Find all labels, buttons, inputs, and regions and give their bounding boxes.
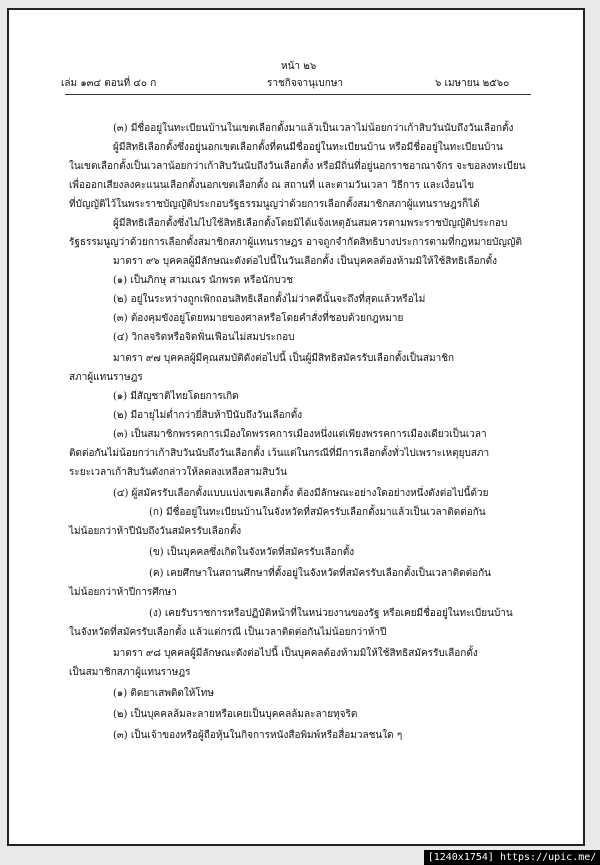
- list-item: (๒) อยู่ในระหว่างถูกเพิกถอนสิทธิเลือกตั้งไม่ว่าคดีนั้นจะถึงที่สุดแล้วหรือไม่: [113, 294, 426, 305]
- list-item: (๑) ติดยาเสพติดให้โทษ: [113, 688, 214, 699]
- section-heading: มาตรา ๙๗ บุคคลผู้มีคุณสมบัติดังต่อไปนี้ เป็นผู้มีสิทธิสมัครรับเลือกตั้งเป็นสมาชิก: [113, 353, 455, 364]
- volume-issue: เล่ม ๑๓๔ ตอนที่ ๔๐ ก: [61, 78, 157, 89]
- text-line: เป็นสมาชิกสภาผู้แทนราษฎร: [69, 667, 191, 678]
- list-item: (๓) เป็นสมาชิกพรรคการเมืองใดพรรคการเมืองหนึ่งแต่เพียงพรรคการเมืองเดียวเป็นเวลา: [113, 429, 487, 440]
- text-line: ผู้มีสิทธิเลือกตั้งซึ่งอยู่นอกเขตเลือกตั้งที่ตนมีชื่ออยู่ในทะเบียนบ้าน หรือมีชื่ออยู่ในทะเบียนบ้าน: [113, 142, 503, 153]
- text-line: ผู้มีสิทธิเลือกตั้งซึ่งไม่ไปใช้สิทธิเลือกตั้งโดยมิได้แจ้งเหตุอันสมควรตามพระราชบัญญัติประกอบ: [113, 218, 508, 229]
- sub-item: (ก) มีชื่ออยู่ในทะเบียนบ้านในจังหวัดที่สมัครรับเลือกตั้งมาแล้วเป็นเวลาติดต่อกัน: [149, 507, 486, 518]
- list-item: (๑) เป็นภิกษุ สามเณร นักพรต หรือนักบวช: [113, 275, 294, 286]
- text-line: ติดต่อกันไม่น้อยกว่าเก้าสิบวันนับถึงวันเลือกตั้ง เว้นแต่ในกรณีที่มีการเลือกตั้งทั่วไปเพราะเหตุยุบสภา: [69, 448, 490, 459]
- text-line: (๓) มีชื่ออยู่ในทะเบียนบ้านในเขตเลือกตั้งมาแล้วเป็นเวลาไม่น้อยกว่าเก้าสิบวันนับถึงวันเลือกตั้ง: [113, 123, 514, 134]
- sub-item: (ง) เคยรับราชการหรือปฏิบัติหน้าที่ในหน่วยงานของรัฐ หรือเคยมีชื่ออยู่ในทะเบียนบ้าน: [149, 608, 513, 619]
- text-line: ไม่น้อยกว่าห้าปีการศึกษา: [69, 587, 177, 598]
- header-rule: [65, 94, 531, 95]
- publication-date: ๖ เมษายน ๒๕๖๐: [435, 78, 510, 89]
- page-number: หน้า ๒๖: [281, 61, 317, 72]
- text-line: ที่บัญญัติไว้ในพระราชบัญญัติประกอบรัฐธรรมนูญว่าด้วยการเลือกตั้งสมาชิกสภาผู้แทนราษฎรก็ได้: [69, 199, 480, 210]
- list-item: (๓) ต้องคุมขังอยู่โดยหมายของศาลหรือโดยคำสั่งที่ชอบด้วยกฎหมาย: [113, 313, 404, 324]
- text-line: ไม่น้อยกว่าห้าปีนับถึงวันสมัครรับเลือกตั้ง: [69, 526, 242, 537]
- sub-item: (ข) เป็นบุคคลซึ่งเกิดในจังหวัดที่สมัครรับเลือกตั้ง: [149, 547, 355, 558]
- list-item: (๑) มีสัญชาติไทยโดยการเกิด: [113, 391, 239, 402]
- list-item: (๒) มีอายุไม่ต่ำกว่ายี่สิบห้าปีนับถึงวันเลือกตั้ง: [113, 410, 303, 421]
- list-item: (๓) เป็นเจ้าของหรือผู้ถือหุ้นในกิจการหนังสือพิมพ์หรือสื่อมวลชนใด ๆ: [113, 730, 403, 741]
- section-heading: มาตรา ๙๘ บุคคลผู้มีลักษณะดังต่อไปนี้ เป็นบุคคลต้องห้ามมิให้ใช้สิทธิสมัครรับเลือกตั้ง: [113, 648, 478, 659]
- resolution-watermark: [1240x1754] https://upic.me/: [424, 850, 600, 865]
- text-line: ระยะเวลาเก้าสิบวันดังกล่าวให้ลดลงเหลือสามสิบวัน: [69, 467, 287, 478]
- text-line: ในเขตเลือกตั้งเป็นเวลาน้อยกว่าเก้าสิบวันนับถึงวันเลือกตั้ง หรือมีถิ่นที่อยู่นอกราชอาณาจักร จะขอลงทะเบียน: [69, 161, 526, 172]
- list-item: (๔) ผู้สมัครรับเลือกตั้งแบบแบ่งเขตเลือกตั้ง ต้องมีลักษณะอย่างใดอย่างหนึ่งดังต่อไปนี้ด้วย: [113, 488, 489, 499]
- document-page: [7, 8, 585, 846]
- text-line: เพื่อออกเสียงลงคะแนนเลือกตั้งนอกเขตเลือกตั้ง ณ สถานที่ และตามวันเวลา วิธีการ และเงื่อนไข: [69, 180, 475, 191]
- gazette-title: ราชกิจจานุเบกษา: [267, 78, 344, 89]
- list-item: (๔) วิกลจริตหรือจิตฟั่นเฟือนไม่สมประกอบ: [113, 332, 295, 343]
- list-item: (๒) เป็นบุคคลล้มละลายหรือเคยเป็นบุคคลล้มละลายทุจริต: [113, 709, 358, 720]
- text-line: รัฐธรรมนูญว่าด้วยการเลือกตั้งสมาชิกสภาผู้แทนราษฎร อาจถูกจำกัดสิทธิบางประการตามที่กฎหมายบัญญัติ: [69, 237, 522, 248]
- text-line: ในจังหวัดที่สมัครรับเลือกตั้ง แล้วแต่กรณี เป็นเวลาติดต่อกันไม่น้อยกว่าห้าปี: [69, 627, 387, 638]
- sub-item: (ค) เคยศึกษาในสถานศึกษาที่ตั้งอยู่ในจังหวัดที่สมัครรับเลือกตั้งเป็นเวลาติดต่อกัน: [149, 568, 491, 579]
- section-heading: มาตรา ๙๖ บุคคลผู้มีลักษณะดังต่อไปนี้ในวันเลือกตั้ง เป็นบุคคลต้องห้ามมิให้ใช้สิทธิเลือกตั้ง: [113, 256, 498, 267]
- text-line: สภาผู้แทนราษฎร: [69, 372, 143, 383]
